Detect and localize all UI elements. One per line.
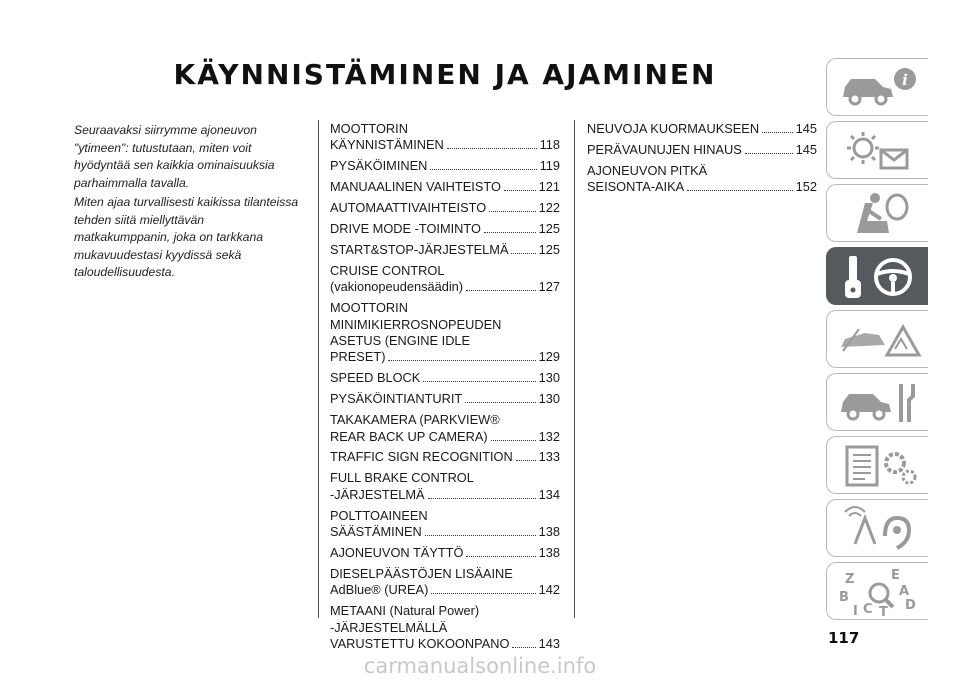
- toc-entry[interactable]: [330, 391, 560, 407]
- toc-entry-title: PYSÄKÖINTIANTURIT: [330, 391, 463, 407]
- toc-entry[interactable]: [330, 603, 560, 652]
- toc-page-number: 143: [538, 635, 560, 651]
- key-steering-wheel-icon: [835, 252, 925, 302]
- toc-entry-line: -JÄRJESTELMÄLLÄ: [330, 619, 448, 635]
- index-letter-b: B: [839, 590, 849, 605]
- toc-entry[interactable]: [587, 121, 817, 137]
- toc-page-number: 127: [538, 279, 560, 295]
- toc-entry-title: NEUVOJA KUORMAUKSEEN: [587, 121, 760, 136]
- toc-dot-leader: [466, 290, 536, 291]
- intro-paragraph-2: Miten ajaa turvallisesti kaikissa tilanteissa tehden siitä miellyttävän matkakumppanin, joka on tarkkana mukavuudestasi kyydissä sekä taloudellisuudesta.: [74, 195, 299, 279]
- toc-page-number: 130: [538, 370, 560, 386]
- toc-entry[interactable]: [330, 470, 560, 503]
- toc-page-number: 142: [538, 582, 560, 598]
- technical-data-icon: [835, 441, 925, 491]
- toc-page-number: 130: [538, 391, 560, 407]
- toc-entry-row: [587, 179, 817, 195]
- toc-entry-row: [330, 158, 560, 174]
- toc-entry[interactable]: [330, 300, 560, 366]
- toc-entry-title: (vakionopeudensäädin): [330, 279, 464, 295]
- column-divider-left: [318, 120, 319, 618]
- toc-entry[interactable]: [330, 449, 560, 465]
- toc-entry-row: [330, 636, 560, 652]
- toc-entry[interactable]: [330, 221, 560, 237]
- toc-dot-leader: [466, 556, 535, 557]
- column-divider-right: [574, 120, 575, 618]
- toc-entry-title: VARUSTETTU KOKOONPANO: [330, 635, 510, 651]
- airbag-seat-icon: [835, 189, 925, 239]
- toc-entry-row: [330, 242, 560, 258]
- index-letter-i: I: [853, 604, 858, 617]
- toc-entry-row: [330, 221, 560, 237]
- toc-entry-row: [330, 349, 560, 365]
- toc-entry-title: SEISONTA-AIKA: [587, 179, 685, 195]
- intro-paragraph-1: Seuraavaksi siirrymme ajoneuvon "ytimeen": tutustutaan, miten voit hyödyntää sen kaikkia ominaisuuksia parhaimmalla tavalla.: [74, 123, 275, 190]
- toc-entry[interactable]: [330, 545, 560, 561]
- toc-dot-leader: [511, 253, 535, 254]
- toc-entry-row: [330, 582, 560, 598]
- toc-page-number: 125: [538, 221, 560, 237]
- toc-page-number: 122: [538, 200, 560, 216]
- toc-entry-title: SÄÄSTÄMINEN: [330, 524, 422, 540]
- toc-entry-title: AJONEUVON TÄYTTÖ: [330, 544, 464, 560]
- toc-entry-title: REAR BACK UP CAMERA): [330, 428, 488, 444]
- toc-dot-leader: [489, 211, 535, 212]
- toc-entry-title: PRESET): [330, 349, 386, 365]
- toc-page-number: 119: [539, 158, 560, 174]
- toc-page-number: 138: [538, 524, 560, 540]
- toc-entry-title: -JÄRJESTELMÄ: [330, 486, 425, 502]
- toc-entry[interactable]: [330, 121, 560, 154]
- toc-dot-leader: [425, 535, 536, 536]
- intro-text: [74, 122, 300, 284]
- toc-entry[interactable]: [330, 179, 560, 195]
- toc-entry-line: FULL BRAKE CONTROL: [330, 470, 474, 486]
- toc-page-number: 133: [538, 449, 560, 465]
- toc-entry-row: [330, 279, 560, 295]
- tab-maintenance[interactable]: [826, 373, 928, 431]
- toc-entry[interactable]: [330, 158, 560, 174]
- toc-entry[interactable]: [330, 508, 560, 541]
- toc-entry-title: PERÄVAUNUJEN HINAUS: [587, 141, 742, 157]
- toc-page-number: 125: [538, 241, 560, 257]
- toc-dot-leader: [762, 132, 793, 133]
- toc-entry-row: [587, 142, 817, 158]
- toc-entry-line: ASETUS (ENGINE IDLE: [330, 332, 471, 348]
- toc-entry[interactable]: [330, 242, 560, 258]
- toc-entry-row: [330, 524, 560, 540]
- toc-entry-line: MOOTTORIN: [330, 121, 408, 136]
- tab-warning-lights[interactable]: [826, 121, 928, 179]
- toc-entry[interactable]: [587, 142, 817, 158]
- page-title: KÄYNNISTÄMINEN JA AJAMINEN: [173, 58, 717, 91]
- toc-entry-line: MOOTTORIN: [330, 300, 408, 316]
- toc-entry-line: AJONEUVON PITKÄ: [587, 162, 708, 178]
- toc-dot-leader: [504, 190, 536, 191]
- toc-entry-title: AdBlue® (UREA): [330, 582, 429, 598]
- toc-page-number: 121: [538, 179, 560, 195]
- warning-lights-icon: [835, 126, 925, 176]
- toc-page-number: 134: [538, 486, 560, 502]
- tab-technical-data[interactable]: [826, 436, 928, 494]
- index-letter-d: D: [905, 598, 916, 613]
- toc-page-number: 145: [795, 141, 817, 157]
- toc-entry[interactable]: [330, 200, 560, 216]
- toc-entry-line: MINIMIKIERROSNOPEUDEN: [330, 316, 502, 332]
- toc-page-number: 145: [795, 121, 817, 136]
- toc-page-number: 118: [539, 137, 560, 153]
- toc-entry-row: [330, 449, 560, 465]
- toc-dot-leader: [516, 460, 536, 461]
- toc-entry-title: MANUAALINEN VAIHTEISTO: [330, 179, 501, 195]
- multimedia-icon: [835, 504, 925, 554]
- toc-entry-title: TRAFFIC SIGN RECOGNITION: [330, 449, 513, 465]
- toc-entry-title: AUTOMAATTIVAIHTEISTO: [330, 200, 487, 216]
- toc-entry[interactable]: [330, 566, 560, 599]
- svg-text:i: i: [902, 71, 908, 89]
- tab-alphabetical-index[interactable]: [826, 562, 928, 620]
- toc-column-2: [587, 121, 817, 200]
- toc-entry-line: METAANI (Natural Power): [330, 603, 480, 619]
- toc-dot-leader: [447, 148, 537, 149]
- toc-entry-row: [330, 487, 560, 503]
- toc-entry-row: [587, 121, 817, 137]
- watermark: carmanualsonline.info: [363, 654, 597, 678]
- toc-entry-row: [330, 391, 560, 407]
- emergency-car-icon: [835, 315, 925, 365]
- toc-entry[interactable]: [330, 263, 560, 296]
- toc-entry-line: DIESELPÄÄSTÖJEN LISÄAINE: [330, 565, 513, 581]
- page-number: 117: [828, 629, 860, 647]
- toc-page-number: 138: [538, 544, 560, 560]
- tab-car-info[interactable]: [826, 58, 928, 116]
- toc-dot-leader: [423, 381, 535, 382]
- car-info-icon: [835, 63, 925, 113]
- toc-dot-leader: [465, 402, 535, 403]
- toc-dot-leader: [491, 440, 536, 441]
- tab-multimedia[interactable]: [826, 499, 928, 557]
- toc-entry[interactable]: [330, 370, 560, 386]
- toc-page-number: 152: [795, 179, 817, 195]
- toc-entry-line: TAKAKAMERA (PARKVIEW®: [330, 412, 500, 428]
- toc-dot-leader: [745, 153, 793, 154]
- toc-entry-row: [330, 137, 560, 153]
- toc-page-number: 132: [538, 428, 560, 444]
- toc-dot-leader: [512, 647, 535, 648]
- toc-entry-title: PYSÄKÖIMINEN: [330, 158, 428, 174]
- toc-entry-line: CRUISE CONTROL: [330, 262, 445, 278]
- toc-entry-title: START&STOP-JÄRJESTELMÄ: [330, 241, 509, 257]
- toc-dot-leader: [687, 190, 792, 191]
- toc-entry-line: POLTTOAINEEN: [330, 507, 428, 523]
- toc-dot-leader: [430, 169, 536, 170]
- toc-entry-row: [330, 370, 560, 386]
- index-letter-c: C: [863, 602, 873, 617]
- alphabetical-index-icon: [835, 567, 925, 617]
- toc-entry[interactable]: [587, 163, 817, 196]
- toc-dot-leader: [388, 360, 535, 361]
- index-letter-e: E: [891, 568, 900, 583]
- tab-safety[interactable]: [826, 184, 928, 242]
- toc-entry-title: KÄYNNISTÄMINEN: [330, 137, 444, 153]
- toc-dot-leader: [484, 232, 536, 233]
- tab-starting-driving[interactable]: [826, 247, 928, 305]
- toc-entry-row: [330, 429, 560, 445]
- toc-entry-title: DRIVE MODE -TOIMINTO: [330, 221, 481, 237]
- tab-emergency[interactable]: [826, 310, 928, 368]
- toc-entry-row: [330, 545, 560, 561]
- toc-dot-leader: [428, 498, 536, 499]
- toc-page-number: 129: [538, 349, 560, 365]
- toc-entry-title: SPEED BLOCK: [330, 370, 421, 386]
- index-letter-z: Z: [845, 572, 855, 587]
- index-letter-a: A: [899, 584, 910, 599]
- toc-entry-row: [330, 179, 560, 195]
- toc-entry[interactable]: [330, 412, 560, 445]
- toc-dot-leader: [431, 593, 535, 594]
- toc-column-1: [330, 121, 560, 657]
- index-letter-t: T: [879, 605, 888, 617]
- toc-entry-row: [330, 200, 560, 216]
- car-maintenance-icon: [835, 378, 925, 428]
